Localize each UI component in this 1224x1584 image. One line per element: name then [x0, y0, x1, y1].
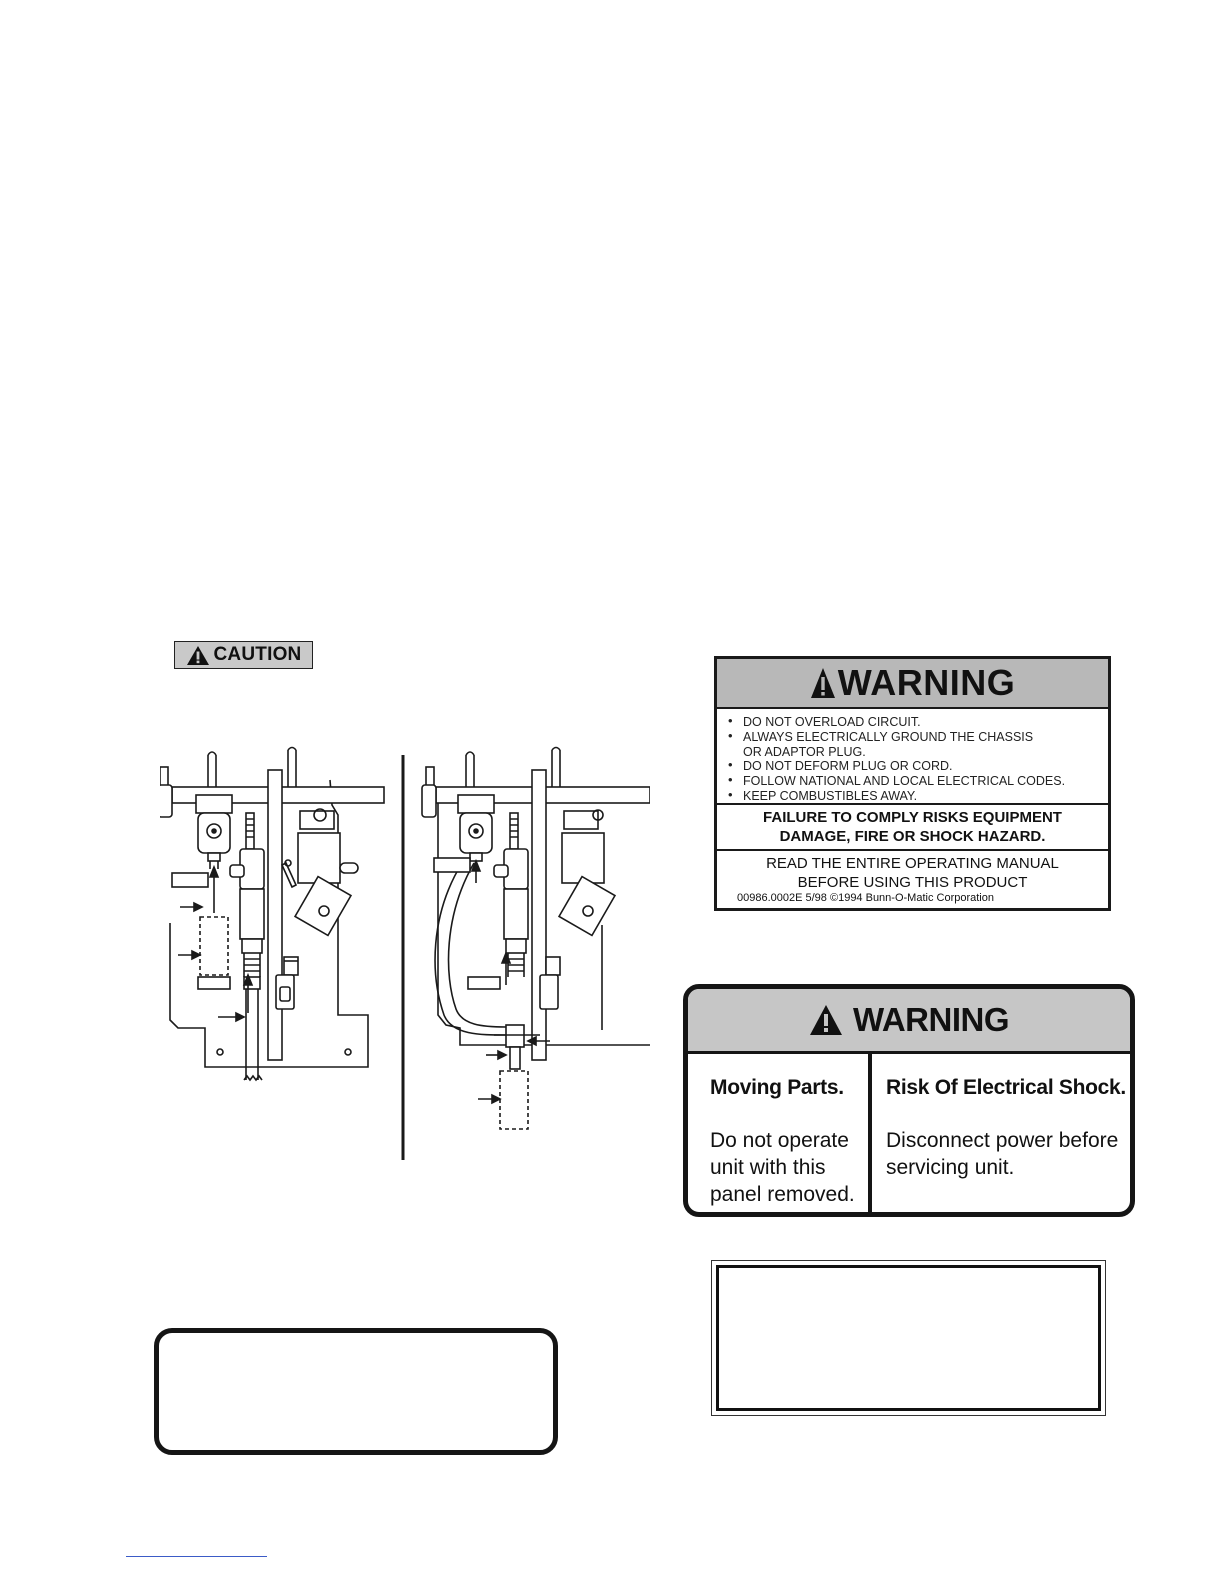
warning-item: • KEEP COMBUSTIBLES AWAY.: [717, 789, 1108, 804]
diagram-panel-before: [160, 748, 384, 1081]
empty-rounded-box: [154, 1328, 558, 1455]
empty-label-box: [711, 1260, 1106, 1416]
electrical-shock-line: Disconnect power before: [886, 1129, 1119, 1152]
warning-item: • FOLLOW NATIONAL AND LOCAL ELECTRICAL CODES.: [717, 774, 1108, 789]
failure-line-1: FAILURE TO COMPLY RISKS EQUIPMENT: [763, 809, 1062, 826]
warning-label-panel: [683, 984, 1135, 1217]
caution-label: CAUTION: [213, 644, 302, 665]
moving-parts-column: [688, 1054, 872, 1212]
footer-rule: [126, 1556, 267, 1557]
warning-item: • ALWAYS ELECTRICALLY GROUND THE CHASSIS: [717, 730, 1108, 745]
electrical-shock-heading: Risk Of Electrical Shock.: [886, 1076, 1126, 1099]
warning-item: • DO NOT DEFORM PLUG OR CORD.: [717, 759, 1108, 774]
warning-list: [717, 709, 1108, 805]
warning-title: WARNING: [853, 1001, 1009, 1038]
diagram-panel-after: [422, 748, 650, 1130]
warning-label-header: [717, 659, 1108, 709]
moving-parts-line: panel removed.: [710, 1183, 855, 1206]
caution-badge: [174, 641, 313, 669]
warning-item: • DO NOT OVERLOAD CIRCUIT.: [717, 715, 1108, 730]
read-line-2: BEFORE USING THIS PRODUCT: [797, 874, 1028, 891]
valve-plumbing-diagram: [160, 745, 650, 1165]
failure-line-2: DAMAGE, FIRE OR SHOCK HAZARD.: [779, 828, 1046, 845]
warning-label-header: [688, 989, 1130, 1054]
label-part-code: 00986.0002E 5/98 ©1994 Bunn-O-Matic Corporation: [737, 892, 994, 904]
warning-triangle-icon: [810, 667, 836, 699]
electrical-shock-line: servicing unit.: [886, 1156, 1015, 1179]
failure-notice: [717, 805, 1108, 851]
warning-item-continued: OR ADAPTOR PLUG.: [743, 744, 866, 759]
moving-parts-line: unit with this: [710, 1156, 826, 1179]
read-line-1: READ THE ENTIRE OPERATING MANUAL: [766, 855, 1059, 872]
warning-title: WARNING: [837, 662, 1016, 703]
warning-triangle-icon: [809, 1004, 843, 1036]
warning-label-electrical: [714, 656, 1111, 911]
moving-parts-heading: Moving Parts.: [710, 1076, 844, 1099]
electrical-shock-column: [872, 1054, 1130, 1212]
caution-triangle-icon: [186, 645, 210, 666]
moving-parts-line: Do not operate: [710, 1129, 849, 1152]
read-manual-notice: [717, 851, 1108, 892]
